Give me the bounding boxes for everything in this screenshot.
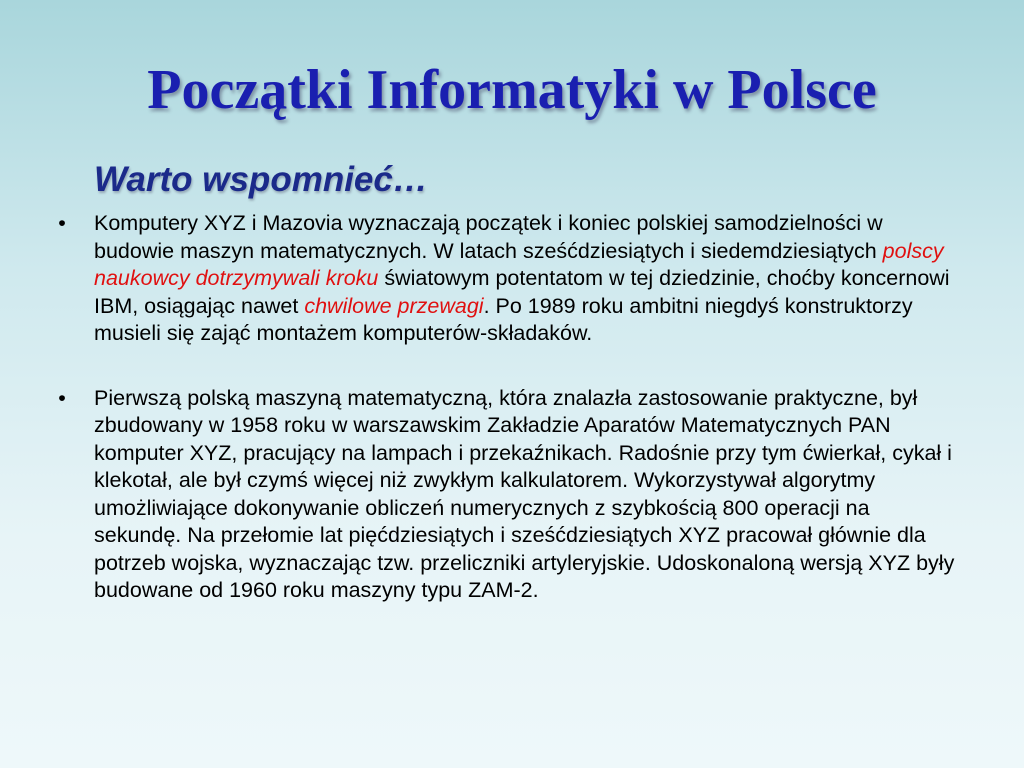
bullet-list [52, 210, 962, 605]
bullet-icon: • [58, 211, 66, 235]
slide-subtitle: Warto wspomnieć… [94, 160, 428, 199]
bullet-text: Pierwszą polską maszyną matematyczną, która znalazła zastosowanie praktyczne, był zbudowany w 1958 roku w warszawskim Zakładzie Aparatów Matematycznych PAN komputer XYZ, pracujący na lampach i przekaźnikach. Radośnie przy tym ćwierkał, cykał i klekotał, ale był czymś więcej niż zwykłym kalkulatorem. Wykorzystywał algorytmy umożliwiające dokonywanie obliczeń numerycznych z szybkością 800 operacji na sekundę. Na przełomie lat pięćdziesiątych i sześćdziesiątych XYZ pracował głównie dla potrzeb wojska, wyznaczając tzw. przeliczniki artyleryjskie. Udoskonaloną wersją XYZ były budowane od 1960 roku maszyny typu ZAM-2. [94, 385, 955, 602]
bullet-icon: • [58, 385, 66, 410]
bullet-item [52, 385, 962, 605]
slide-title: Początki Informatyki w Polsce [147, 59, 877, 121]
bullet-text: Komputery XYZ i Mazovia wyznaczają początek i koniec polskiej samodzielności w budowie maszyn matematycznych. W latach sześćdziesiątych i siedemdziesiątych [94, 211, 883, 263]
bullet-item [52, 210, 962, 348]
highlighted-phrase: polscy naukowcy dotrzymywali kroku [94, 238, 944, 290]
bullet-text: . Po 1989 roku ambitni niegdyś konstruktorzy musieli się zająć montażem komputerów-składaków. [94, 293, 913, 345]
highlighted-phrase: chwilowe przewagi [304, 293, 484, 318]
bullet-text: światowym potentatom w tej dziedzinie, choćby koncernowi IBM, osiągając nawet [94, 266, 950, 318]
